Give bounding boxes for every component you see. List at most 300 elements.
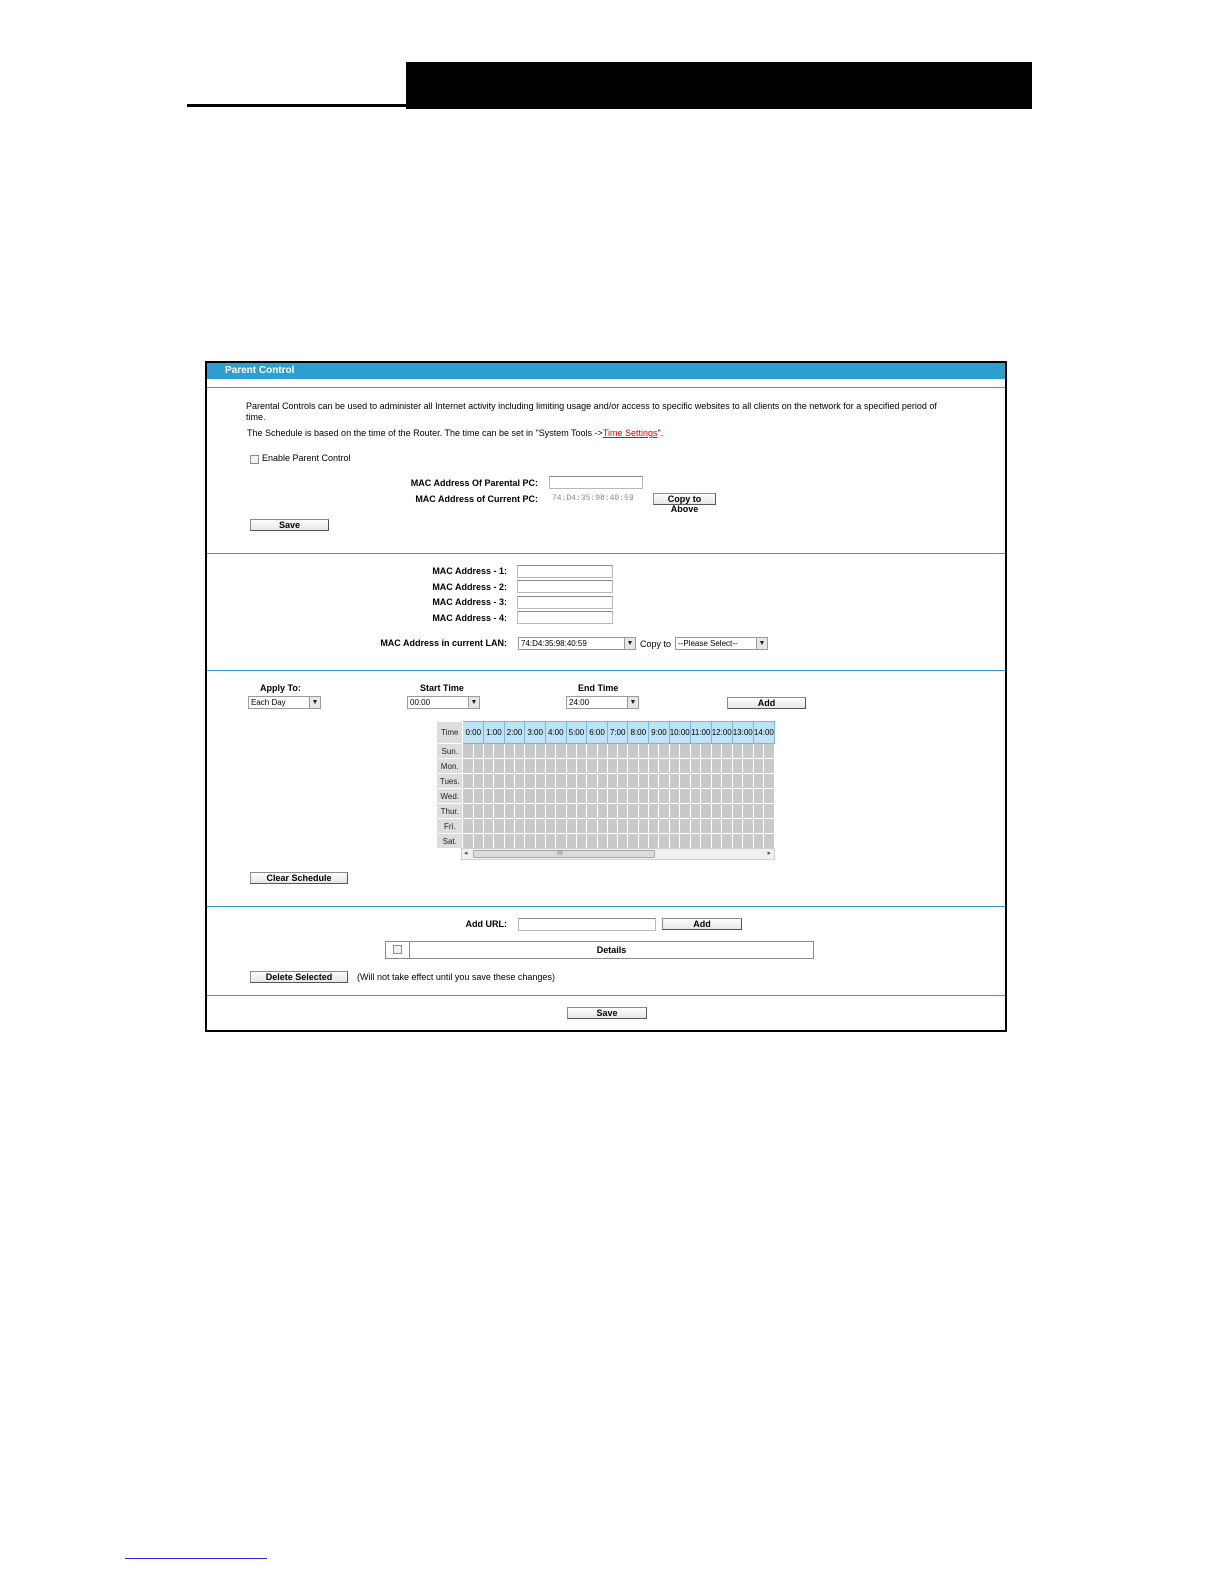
schedule-slot[interactable] [764,804,775,819]
clear-schedule-button[interactable]: Clear Schedule [250,872,348,884]
schedule-slot[interactable] [525,819,535,834]
schedule-slot[interactable] [576,759,586,774]
schedule-slot[interactable] [732,759,743,774]
hour-header: 13:00 [732,722,753,744]
schedule-slot[interactable] [711,759,722,774]
schedule-slot[interactable] [743,834,754,849]
schedule-slot[interactable] [607,834,617,849]
day-label: Wed. [437,789,463,804]
mac3-input[interactable] [517,596,613,609]
schedule-slot[interactable] [597,744,607,759]
schedule-slot[interactable] [566,804,576,819]
schedule-slot[interactable] [659,804,669,819]
schedule-slot[interactable] [628,789,638,804]
schedule-slot[interactable] [628,819,638,834]
page-footer-rule [125,1558,267,1559]
schedule-slot[interactable] [753,774,764,789]
schedule-slot[interactable] [764,834,775,849]
schedule-slot[interactable] [732,804,743,819]
schedule-slot[interactable] [628,759,638,774]
mac1-label: MAC Address - 1: [432,566,507,576]
schedule-slot[interactable] [515,789,525,804]
schedule-slot[interactable] [504,744,514,759]
schedule-slot[interactable] [463,759,473,774]
schedule-slot[interactable] [669,819,680,834]
schedule-slot[interactable] [618,744,628,759]
schedule-slot[interactable] [680,789,691,804]
schedule-slot[interactable] [545,774,555,789]
schedule-slot[interactable] [690,759,700,774]
schedule-slot[interactable] [659,744,669,759]
schedule-slot[interactable] [576,789,586,804]
schedule-slot[interactable] [649,744,659,759]
schedule-row [437,789,775,804]
schedule-slot[interactable] [484,804,494,819]
schedule-slot[interactable] [607,759,617,774]
hour-header: 8:00 [628,722,649,744]
divider [207,995,1005,996]
schedule-slot[interactable] [764,774,775,789]
schedule-slot[interactable] [711,804,722,819]
mac-current-label: MAC Address of Current PC: [415,494,538,504]
schedule-slot[interactable] [576,804,586,819]
schedule-slot[interactable] [535,804,545,819]
schedule-row [437,759,775,774]
schedule-slot[interactable] [701,804,711,819]
time-header: Time [437,722,463,744]
schedule-slot[interactable] [701,759,711,774]
start-time-select-value: 00:00 [410,698,431,707]
schedule-slot[interactable] [711,774,722,789]
schedule-slot[interactable] [566,789,576,804]
schedule-slot[interactable] [556,804,566,819]
schedule-scrollbar[interactable] [461,848,775,860]
schedule-slot[interactable] [711,744,722,759]
schedule-slot[interactable] [732,789,743,804]
hour-header: 14:00 [753,722,774,744]
schedule-slot[interactable] [722,759,733,774]
panel-title: Parent Control [207,363,1005,379]
schedule-slot[interactable] [484,774,494,789]
schedule-slot[interactable] [525,804,535,819]
schedule-slot[interactable] [764,819,775,834]
hour-header: 3:00 [525,722,546,744]
schedule-slot[interactable] [473,804,483,819]
schedule-slot[interactable] [649,834,659,849]
schedule-slot[interactable] [618,789,628,804]
schedule-slot[interactable] [515,759,525,774]
schedule-slot[interactable] [732,819,743,834]
schedule-slot[interactable] [484,759,494,774]
chevron-down-icon: ▼ [624,638,635,649]
schedule-slot[interactable] [659,819,669,834]
schedule-slot[interactable] [701,834,711,849]
schedule-note-prefix: The Schedule is based on the time of the Router. The time can be set in "System Tools -> [247,428,603,438]
schedule-slot[interactable] [515,834,525,849]
schedule-slot[interactable] [515,774,525,789]
schedule-slot[interactable] [680,804,691,819]
schedule-slot[interactable] [743,789,754,804]
hour-header: 1:00 [484,722,505,744]
apply-to-select[interactable] [248,696,321,709]
schedule-slot[interactable] [701,819,711,834]
schedule-slot[interactable] [545,744,555,759]
divider [207,670,1005,671]
schedule-slot[interactable] [587,759,597,774]
schedule-slot[interactable] [669,834,680,849]
schedule-slot[interactable] [484,789,494,804]
schedule-slot[interactable] [669,804,680,819]
schedule-slot[interactable] [680,744,691,759]
schedule-slot[interactable] [576,834,586,849]
schedule-slot[interactable] [711,834,722,849]
url-details-table [385,941,814,959]
divider [207,387,1005,388]
schedule-slot[interactable] [484,819,494,834]
schedule-slot[interactable] [463,744,473,759]
schedule-slot[interactable] [690,834,700,849]
schedule-slot[interactable] [649,804,659,819]
schedule-slot[interactable] [473,789,483,804]
scroll-thumb[interactable] [473,850,655,858]
schedule-slot[interactable] [576,819,586,834]
hour-header: 9:00 [649,722,670,744]
schedule-slot[interactable] [597,789,607,804]
chevron-down-icon: ▼ [309,697,320,708]
schedule-slot[interactable] [556,744,566,759]
schedule-grid [436,721,775,860]
schedule-slot[interactable] [732,744,743,759]
save-button[interactable]: Save [567,1007,647,1019]
schedule-slot[interactable] [473,759,483,774]
chevron-down-icon: ▼ [627,697,638,708]
schedule-slot[interactable] [566,744,576,759]
day-label: Tues. [437,774,463,789]
schedule-slot[interactable] [743,744,754,759]
schedule-slot[interactable] [556,789,566,804]
end-time-select-value: 24:00 [569,698,590,707]
schedule-slot[interactable] [753,834,764,849]
schedule-slot[interactable] [587,789,597,804]
schedule-slot[interactable] [669,774,680,789]
hour-header: 6:00 [587,722,608,744]
schedule-slot[interactable] [628,744,638,759]
schedule-slot[interactable] [638,759,648,774]
schedule-table [436,721,775,849]
schedule-slot[interactable] [659,834,669,849]
schedule-slot[interactable] [494,819,504,834]
schedule-slot[interactable] [649,789,659,804]
schedule-slot[interactable] [638,774,648,789]
schedule-slot[interactable] [764,744,775,759]
schedule-slot[interactable] [753,804,764,819]
schedule-slot[interactable] [638,819,648,834]
details-header: Details [596,945,627,955]
schedule-slot[interactable] [494,789,504,804]
schedule-slot[interactable] [743,759,754,774]
schedule-slot[interactable] [607,789,617,804]
schedule-slot[interactable] [711,819,722,834]
schedule-slot[interactable] [753,789,764,804]
schedule-slot[interactable] [618,774,628,789]
schedule-slot[interactable] [680,834,691,849]
schedule-header-row [437,722,775,744]
schedule-slot[interactable] [576,774,586,789]
schedule-slot[interactable] [525,789,535,804]
schedule-slot[interactable] [722,834,733,849]
end-time-label: End Time [578,683,619,693]
schedule-note-suffix: ". [657,428,664,438]
start-time-select[interactable] [407,696,480,709]
schedule-slot[interactable] [494,759,504,774]
mac4-input[interactable] [517,611,613,624]
schedule-slot[interactable] [504,774,514,789]
schedule-slot[interactable] [607,804,617,819]
schedule-slot[interactable] [722,789,733,804]
schedule-slot[interactable] [545,759,555,774]
schedule-row [437,834,775,849]
schedule-slot[interactable] [764,789,775,804]
schedule-slot[interactable] [587,744,597,759]
scroll-left-icon[interactable]: ◂ [464,850,468,857]
schedule-slot[interactable] [463,804,473,819]
schedule-slot[interactable] [597,774,607,789]
schedule-slot[interactable] [545,804,555,819]
chevron-down-icon: ▼ [468,697,479,708]
schedule-slot[interactable] [607,774,617,789]
schedule-slot[interactable] [649,819,659,834]
select-all-checkbox[interactable] [393,945,402,954]
schedule-slot[interactable] [669,759,680,774]
schedule-slot[interactable] [659,774,669,789]
schedule-slot[interactable] [690,789,700,804]
start-time-label: Start Time [420,683,464,693]
schedule-slot[interactable] [628,834,638,849]
schedule-slot[interactable] [701,744,711,759]
schedule-slot[interactable] [732,774,743,789]
schedule-slot[interactable] [743,774,754,789]
schedule-slot[interactable] [525,759,535,774]
schedule-slot[interactable] [494,744,504,759]
schedule-slot[interactable] [597,759,607,774]
copy-to-select[interactable] [675,637,768,650]
schedule-slot[interactable] [504,759,514,774]
hour-header: 11:00 [690,722,711,744]
schedule-slot[interactable] [659,789,669,804]
schedule-slot[interactable] [545,819,555,834]
mac2-input[interactable] [517,580,613,593]
intro-text-line1: Parental Controls can be used to administer all Internet activity including limiting usage and/or access to specific websites to all clients on the network for a specified period of [246,401,937,411]
schedule-slot[interactable] [690,744,700,759]
schedule-slot[interactable] [597,834,607,849]
schedule-slot[interactable] [701,774,711,789]
schedule-row [437,819,775,834]
schedule-slot[interactable] [618,834,628,849]
schedule-slot[interactable] [732,834,743,849]
schedule-slot[interactable] [743,819,754,834]
schedule-slot[interactable] [504,804,514,819]
schedule-slot[interactable] [764,759,775,774]
copy-to-label: Copy to [640,639,672,649]
schedule-slot[interactable] [690,819,700,834]
schedule-slot[interactable] [535,744,545,759]
schedule-slot[interactable] [473,744,483,759]
hour-header: 2:00 [504,722,525,744]
schedule-slot[interactable] [638,804,648,819]
hour-header: 12:00 [711,722,732,744]
schedule-slot[interactable] [463,819,473,834]
schedule-slot[interactable] [659,759,669,774]
schedule-slot[interactable] [535,819,545,834]
schedule-slot[interactable] [535,789,545,804]
intro-text-line2: time. [246,412,266,422]
schedule-slot[interactable] [463,789,473,804]
schedule-slot[interactable] [484,834,494,849]
schedule-row [437,804,775,819]
mac4-label: MAC Address - 4: [432,613,507,623]
schedule-slot[interactable] [628,804,638,819]
scroll-right-icon[interactable]: ▸ [767,850,771,857]
add-url-label: Add URL: [465,919,507,929]
schedule-slot[interactable] [576,744,586,759]
schedule-slot[interactable] [545,834,555,849]
schedule-slot[interactable] [722,744,733,759]
add-url-input[interactable] [518,918,656,931]
schedule-slot[interactable] [743,804,754,819]
apply-to-label: Apply To: [260,683,301,693]
mac-parental-input[interactable] [549,476,643,489]
schedule-row [437,744,775,759]
schedule-slot[interactable] [638,834,648,849]
schedule-slot[interactable] [753,759,764,774]
schedule-slot[interactable] [587,774,597,789]
schedule-slot[interactable] [463,834,473,849]
copy-to-select-value: --Please Select-- [678,639,738,648]
schedule-slot[interactable] [566,759,576,774]
schedule-slot[interactable] [649,759,659,774]
schedule-slot[interactable] [711,789,722,804]
day-label: Fri. [437,819,463,834]
schedule-slot[interactable] [722,804,733,819]
lan-mac-select[interactable] [518,637,636,650]
schedule-slot[interactable] [618,804,628,819]
schedule-slot[interactable] [463,774,473,789]
time-settings-link[interactable]: Time Settings [602,428,658,438]
schedule-slot[interactable] [494,804,504,819]
schedule-slot[interactable] [587,804,597,819]
schedule-slot[interactable] [525,774,535,789]
schedule-slot[interactable] [680,774,691,789]
schedule-slot[interactable] [556,774,566,789]
schedule-slot[interactable] [722,774,733,789]
lan-mac-select-value: 74:D4:35:98:40:59 [521,639,587,648]
schedule-slot[interactable] [690,774,700,789]
add-url-button[interactable]: Add [662,918,742,930]
lan-mac-label: MAC Address in current LAN: [380,638,507,648]
schedule-slot[interactable] [515,804,525,819]
schedule-slot[interactable] [628,774,638,789]
schedule-slot[interactable] [638,789,648,804]
schedule-slot[interactable] [607,744,617,759]
hour-header: 10:00 [669,722,690,744]
schedule-slot[interactable] [618,759,628,774]
schedule-slot[interactable] [525,834,535,849]
schedule-slot[interactable] [494,834,504,849]
schedule-slot[interactable] [535,834,545,849]
schedule-slot[interactable] [535,759,545,774]
schedule-slot[interactable] [638,744,648,759]
schedule-slot[interactable] [545,789,555,804]
schedule-slot[interactable] [701,789,711,804]
schedule-slot[interactable] [753,744,764,759]
schedule-slot[interactable] [597,804,607,819]
chevron-down-icon: ▼ [756,638,767,649]
schedule-slot[interactable] [473,774,483,789]
hour-header: 7:00 [607,722,628,744]
schedule-note [247,428,663,439]
schedule-slot[interactable] [597,819,607,834]
schedule-slot[interactable] [473,819,483,834]
mac2-label: MAC Address - 2: [432,582,507,592]
schedule-slot[interactable] [649,774,659,789]
schedule-slot[interactable] [680,819,691,834]
schedule-slot[interactable] [556,759,566,774]
day-label: Mon. [437,759,463,774]
delete-selected-button[interactable]: Delete Selected [250,971,348,983]
schedule-slot[interactable] [515,819,525,834]
schedule-slot[interactable] [566,774,576,789]
schedule-slot[interactable] [587,834,597,849]
schedule-slot[interactable] [669,744,680,759]
save-parental-button[interactable]: Save [250,519,329,531]
schedule-slot[interactable] [566,819,576,834]
day-label: Sun. [437,744,463,759]
schedule-slot[interactable] [535,774,545,789]
schedule-slot[interactable] [607,819,617,834]
schedule-slot[interactable] [566,834,576,849]
schedule-slot[interactable] [504,834,514,849]
mac-parental-label: MAC Address Of Parental PC: [410,478,538,488]
schedule-slot[interactable] [473,834,483,849]
day-label: Sat. [437,834,463,849]
schedule-slot[interactable] [669,789,680,804]
schedule-slot[interactable] [680,759,691,774]
schedule-slot[interactable] [722,819,733,834]
schedule-slot[interactable] [515,744,525,759]
enable-parent-control-checkbox[interactable] [250,455,259,464]
schedule-slot[interactable] [618,819,628,834]
copy-to-above-button[interactable]: Copy to Above [653,493,716,505]
schedule-slot[interactable] [504,819,514,834]
hour-header: 5:00 [566,722,587,744]
schedule-slot[interactable] [587,819,597,834]
schedule-slot[interactable] [690,804,700,819]
schedule-slot[interactable] [525,744,535,759]
day-label: Thur. [437,804,463,819]
mac1-input[interactable] [517,565,613,578]
mac-current-value: 74:D4:35:98:40:59 [549,492,643,505]
schedule-slot[interactable] [753,819,764,834]
schedule-slot[interactable] [494,774,504,789]
page-header-rule [187,104,407,107]
schedule-slot[interactable] [484,744,494,759]
enable-parent-control-label: Enable Parent Control [262,453,351,463]
add-schedule-button[interactable]: Add [727,697,806,709]
schedule-slot[interactable] [556,834,566,849]
end-time-select[interactable] [566,696,639,709]
schedule-slot[interactable] [504,789,514,804]
schedule-slot[interactable] [556,819,566,834]
